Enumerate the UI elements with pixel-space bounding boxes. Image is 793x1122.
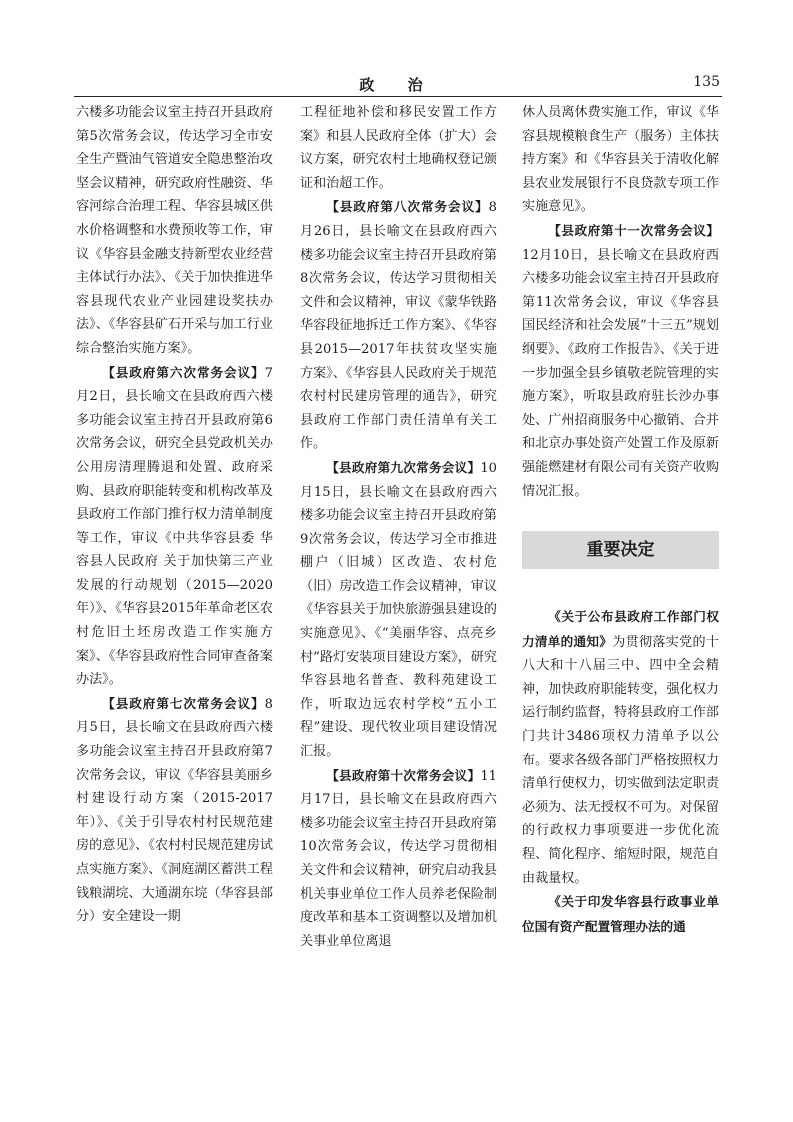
paragraph: [522, 890, 719, 939]
column-1: [76, 101, 273, 929]
paragraph: 《关于公布县政府工作部门权力清单的通知》为贯彻落实党的十八大和十八届三中、四中全会精神，加快政府职能转变，强化权力运行制约监督，特将县政府工作部门共计3486项权力清单予以公布。要求各级各部门严格按照权力清单行使权力，切实做到法定职责必须为、法无授权不可为。对保留的行政权力事项要进一步优化流程、简化程序、缩短时限，规范自由裁量权。: [522, 609, 719, 886]
decision-title: 《关于印发华容县行政事业单位国有资产配置管理办法的通: [522, 894, 719, 934]
paragraph: 【县政府第七次常务会议】8月5日，县长喻文在县政府西六楼多功能会议室主持召开县政府第7次常务会议，审议《华容县美丽乡村建设行动方案（2015-2017年）》、《关于引导农村村民规范建房的意见》、《农村村民规范建房试点实施方案》、《洞庭湖区蓄洪工程钱粮湖垸、大通湖东垸（华容县部分）安全建设一期: [76, 695, 273, 925]
meeting-title: 【县政府第六次常务会议】: [102, 364, 265, 380]
meeting-title: 【县政府第十次常务会议】: [326, 767, 481, 783]
paragraph: 六楼多功能会议室主持召开县政府第5次常务会议，传达学习全市安全生产暨油气管道安全隐患整治攻坚会议精神，研究政府性融资、华容河综合治理工程、华容县城区供水价格调整和水费预收等工作，审议《华容县金融支持新型农业经营主体试行办法》、《关于加快推进华容县现代农业产业园建设奖扶办法》、《华容县矿石开采与加工行业综合整治实施方案》。: [76, 105, 273, 356]
paragraph: 工程征地补偿和移民安置工作方案》和县人民政府全体（扩大）会议方案，研究农村土地确权登记颁证和治超工作。: [300, 105, 497, 191]
paragraph: 【县政府第六次常务会议】7月2日，县长喻文在县政府西六楼多功能会议室主持召开县政府第6次常务会议，研究全县党政机关办公用房清理腾退和处置、政府采购、县政府职能转变和机构改革及县政府工作部门推行权力清单制度等工作，审议《中共华容县委 华容县人民政府 关于加快第三产业发展的行动规划（2015—2020年）》、《华容县2015年革命老区农村危旧土坯房改造工作实施方案》、《华容县政府性合同审查备案办法》。: [76, 364, 273, 688]
header-rule: [74, 96, 722, 97]
decision-title: 《关于公布县政府工作部门权力清单的通知》: [522, 609, 719, 649]
paragraph: 【县政府第十次常务会议】11月17日，县长喻文在县政府西六楼多功能会议室主持召开县政府第10次常务会议，传达学习贯彻相关文件和会议精神，研究启动我县机关事业单位工作人员养老保险制度改革和基本工资调整以及增加机关事业单位离退: [300, 767, 497, 949]
meeting-title: 【县政府第十一次常务会议】: [548, 222, 719, 238]
page-number: 135: [693, 74, 720, 90]
paragraph: 休人员离休费实施工作，审议《华容县规模粮食生产（服务）主体扶持方案》和《华容县关于清收化解县农业发展银行不良贷款专项工作实施意见》。: [522, 105, 719, 215]
running-header: [74, 70, 722, 96]
meeting-title: 【县政府第八次常务会议】: [326, 199, 489, 215]
paragraph: 【县政府第十一次常务会议】12月10日，县长喻文在县政府西六楼多功能会议室主持召开县政府第11次常务会议，审议《华容县国民经济和社会发展“十三五”规划纲要》、《政府工作报告》、《关于进一步加强全县乡镇敬老院管理的实施方案》，听取县政府驻长沙办事处、广州招商服务中心撤销、合并和北京办事处资产处置工作及原新强能燃建材有限公司有关资产收购情况汇报。: [522, 222, 719, 499]
section-heading: 重要决定: [522, 531, 719, 569]
column-2: [300, 101, 497, 953]
column-3: [522, 101, 719, 939]
paragraph: 【县政府第九次常务会议】10月15日，县长喻文在县政府西六楼多功能会议室主持召开县政府第9次常务会议，传达学习全市推进棚户（旧城）区改造、农村危（旧）房改造工作会议精神，审议《华容县关于加快旅游强县建设的实施意见》、《“美丽华容、点亮乡村”路灯安装项目建设方案》，研究华容县地名普查、教科苑建设工作，听取边远农村学校“五小工程”建设、现代牧业项目建设情况汇报。: [300, 459, 497, 760]
meeting-title: 【县政府第九次常务会议】: [326, 459, 481, 475]
meeting-title: 【县政府第七次常务会议】: [102, 695, 265, 711]
section-title: 政 治: [359, 76, 437, 94]
paragraph: 【县政府第八次常务会议】8月26日，县长喻文在县政府西六楼多功能会议室主持召开县政府第8次常务会议，传达学习贯彻相关文件和会议精神，审议《蒙华铁路华容段征地拆迁工作方案》、《华容县2015—2017年扶贫攻坚实施方案》、《华容县人民政府关于规范农村村民建房管理的通告》，研究县政府工作部门责任清单有关工作。: [300, 199, 497, 452]
